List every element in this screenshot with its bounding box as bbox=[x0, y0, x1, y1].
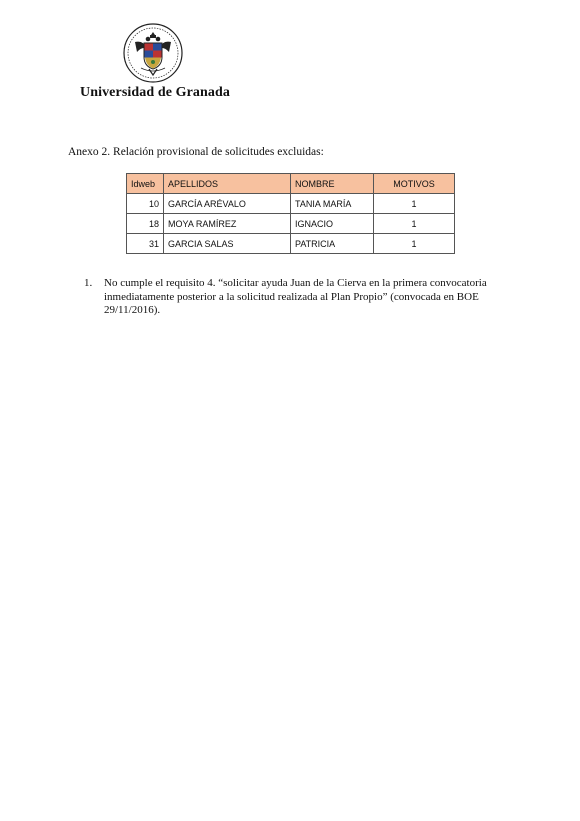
table-row bbox=[127, 234, 455, 254]
annex-title: Anexo 2. Relación provisional de solicitudes excluidas: bbox=[68, 146, 324, 158]
table-row bbox=[127, 194, 455, 214]
cell-idweb: 31 bbox=[127, 234, 164, 254]
university-coat-of-arms-icon bbox=[122, 22, 184, 84]
cell-motivos: 1 bbox=[374, 194, 455, 214]
list-item bbox=[84, 277, 524, 318]
cell-nombre: PATRICIA bbox=[291, 234, 374, 254]
cell-motivos: 1 bbox=[374, 214, 455, 234]
column-header-apellidos: APELLIDOS bbox=[164, 174, 291, 194]
cell-nombre: IGNACIO bbox=[291, 214, 374, 234]
table-row bbox=[127, 214, 455, 234]
cell-idweb: 10 bbox=[127, 194, 164, 214]
exclusion-reasons-list bbox=[84, 277, 524, 318]
column-header-motivos: MOTIVOS bbox=[374, 174, 455, 194]
table-header-row bbox=[127, 174, 455, 194]
cell-apellidos: GARCIA SALAS bbox=[164, 234, 291, 254]
cell-apellidos: GARCÍA ARÉVALO bbox=[164, 194, 291, 214]
reason-number: 1. bbox=[84, 277, 93, 289]
university-name: Universidad de Granada bbox=[80, 85, 230, 100]
cell-idweb: 18 bbox=[127, 214, 164, 234]
excluded-applications-table bbox=[126, 173, 455, 254]
column-header-nombre: NOMBRE bbox=[291, 174, 374, 194]
cell-motivos: 1 bbox=[374, 234, 455, 254]
cell-apellidos: MOYA RAMÍREZ bbox=[164, 214, 291, 234]
reason-text: No cumple el requisito 4. “solicitar ayuda Juan de la Cierva en la primera convocatoria inmediatamente posterior a la solicitud realizada al Plan Propio” (convocada en BOE 29/11/2016). bbox=[104, 277, 487, 316]
cell-nombre: TANIA MARÍA bbox=[291, 194, 374, 214]
column-header-idweb: Idweb bbox=[127, 174, 164, 194]
